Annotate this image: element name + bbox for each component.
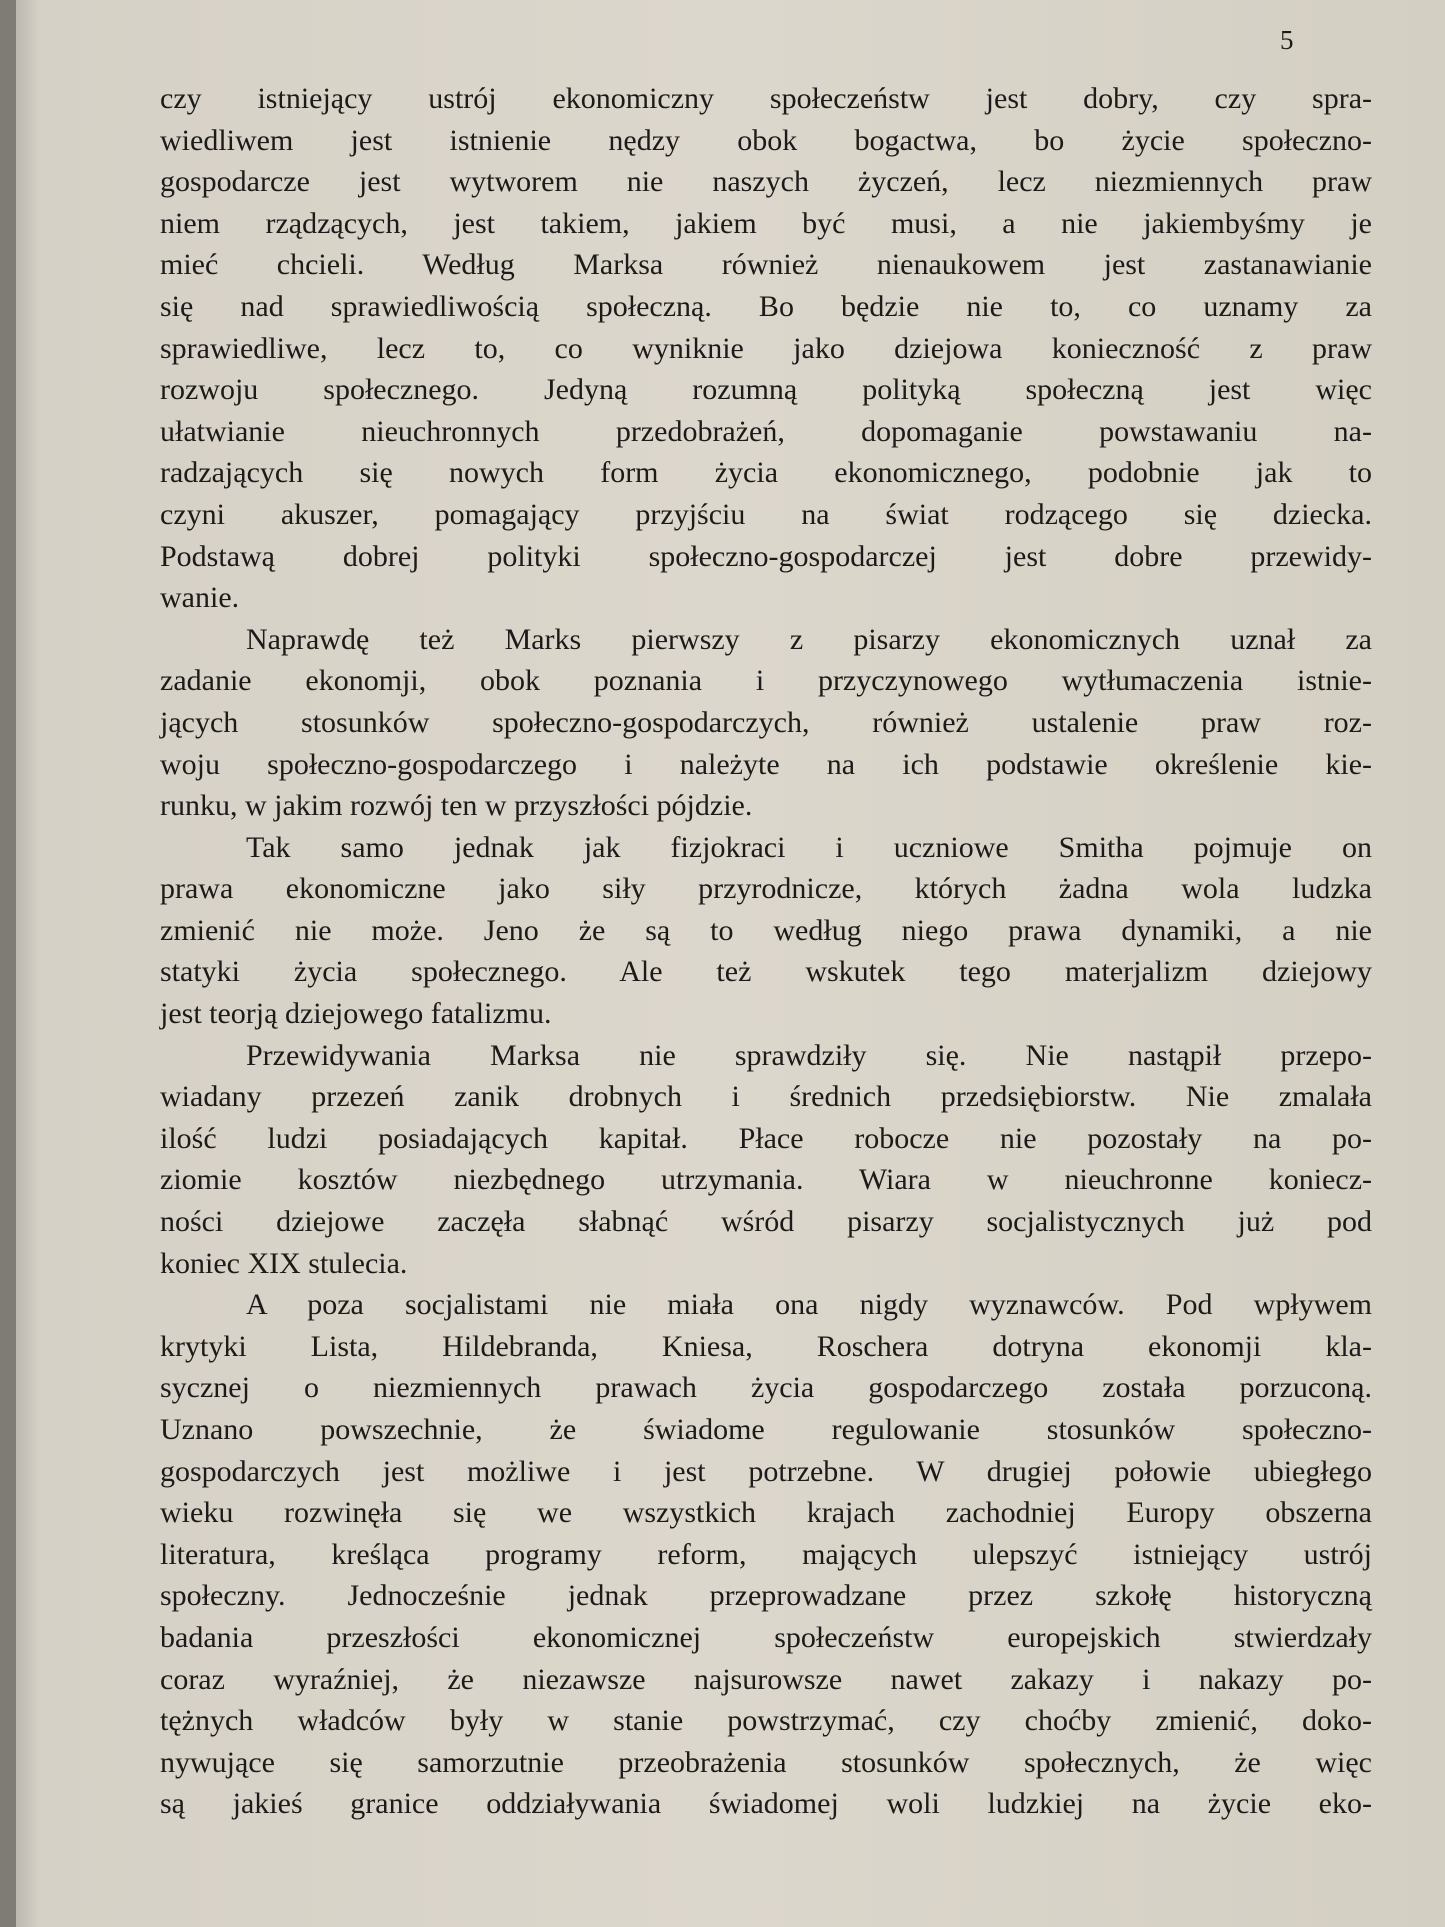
text-line: gospodarczych jest możliwe i jest potrzebne. W drugiej połowie ubiegłego <box>160 1454 1372 1488</box>
text-line: są jakieś granice oddziaływania świadomej woli ludzkiej na życie eko- <box>160 1787 1372 1821</box>
text-line: literatura, kreśląca programy reform, mających ulepszyć istniejący ustrój <box>160 1537 1372 1571</box>
paragraph <box>160 1035 1372 1285</box>
text-line: rozwoju społecznego. Jedyną rozumną polityką społeczną jest więc <box>160 373 1372 407</box>
text-line: statyki życia społecznego. Ale też wskutek tego materjalizm dziejowy <box>160 955 1372 989</box>
text-line: ułatwianie nieuchronnych przedobrażeń, dopomaganie powstawaniu na- <box>160 414 1372 448</box>
paragraph <box>160 1284 1372 1825</box>
text-line: krytyki Lista, Hildebranda, Kniesa, Roschera dotryna ekonomji kla- <box>160 1329 1372 1363</box>
page-body <box>160 78 1372 1825</box>
text-line: społeczny. Jednocześnie jednak przeprowadzane przez szkołę historyczną <box>160 1579 1372 1613</box>
text-line: nywujące się samorzutnie przeobrażenia stosunków społecznych, że więc <box>160 1745 1372 1779</box>
text-line: zmienić nie może. Jeno że są to według niego prawa dynamiki, a nie <box>160 913 1372 947</box>
text-line: Naprawdę też Marks pierwszy z pisarzy ekonomicznych uznał za <box>246 622 1372 656</box>
text-line: A poza socjalistami nie miała ona nigdy wyznawców. Pod wpływem <box>246 1288 1372 1322</box>
text-line: Uznano powszechnie, że świadome regulowanie stosunków społeczno- <box>160 1413 1372 1446</box>
text-line: wieku rozwinęła się we wszystkich krajach zachodniej Europy obszerna <box>160 1496 1372 1530</box>
page-number: 5 <box>1280 25 1294 55</box>
page-gutter-edge <box>0 0 16 1927</box>
text-line: radzających się nowych form życia ekonomicznego, podobnie jak to <box>160 456 1372 490</box>
text-line: runku, w jakim rozwój ten w przyszłości pójdzie. <box>160 789 753 823</box>
text-line: mieć chcieli. Według Marksa również nienaukowem jest zastanawianie <box>160 248 1372 282</box>
paragraph <box>160 827 1372 1035</box>
text-line: prawa ekonomiczne jako siły przyrodnicze, których żadna wola ludzka <box>160 872 1372 906</box>
text-line: Podstawą dobrej polityki społeczno-gospodarczej jest dobre przewidy- <box>160 539 1372 573</box>
text-line: się nad sprawiedliwością społeczną. Bo będzie nie to, co uznamy za <box>160 289 1372 323</box>
text-line: wiadany przezeń zanik drobnych i średnich przedsiębiorstw. Nie zmalała <box>160 1080 1372 1114</box>
text-line: ności dziejowe zaczęła słabnąć wśród pisarzy socjalistycznych już pod <box>160 1205 1372 1239</box>
text-line: niem rządzących, jest takiem, jakiem być musi, a nie jakiembyśmy je <box>160 206 1372 240</box>
text-line: jących stosunków społeczno-gospodarczych, również ustalenie praw roz- <box>160 705 1372 739</box>
text-line: czyni akuszer, pomagający przyjściu na świat rodzącego się dziecka. <box>160 497 1372 531</box>
text-line: sprawiedliwe, lecz to, co wyniknie jako dziejowa konieczność z praw <box>160 331 1372 365</box>
text-line: Przewidywania Marksa nie sprawdziły się. Nie nastąpił przepo- <box>246 1038 1372 1072</box>
text-line: zadanie ekonomji, obok poznania i przyczynowego wytłumaczenia istnie- <box>160 664 1372 698</box>
text-line: coraz wyraźniej, że niezawsze najsurowsze nawet zakazy i nakazy po- <box>160 1662 1372 1696</box>
text-line: Tak samo jednak jak fizjokraci i uczniowe Smitha pojmuje on <box>246 830 1372 864</box>
text-line: koniec XIX stulecia. <box>160 1246 408 1280</box>
paragraph <box>160 78 1372 619</box>
text-line: wiedliwem jest istnienie nędzy obok bogactwa, bo życie społeczno- <box>160 123 1372 157</box>
text-line: woju społeczno-gospodarczego i należyte na ich podstawie określenie kie- <box>160 747 1372 781</box>
text-line: wanie. <box>160 581 240 615</box>
text-line: badania przeszłości ekonomicznej społeczeństw europejskich stwierdzały <box>160 1620 1372 1654</box>
text-line: czy istniejący ustrój ekonomiczny społeczeństw jest dobry, czy spra- <box>160 82 1372 115</box>
text-line: jest teorją dziejowego fatalizmu. <box>160 997 552 1031</box>
text-line: gospodarcze jest wytworem nie naszych życzeń, lecz niezmiennych praw <box>160 165 1372 199</box>
paragraph <box>160 619 1372 827</box>
text-line: ziomie kosztów niezbędnego utrzymania. Wiara w nieuchronne koniecz- <box>160 1163 1372 1197</box>
text-line: ilość ludzi posiadających kapitał. Płace robocze nie pozostały na po- <box>160 1121 1372 1155</box>
text-line: tężnych władców były w stanie powstrzymać, czy choćby zmienić, doko- <box>160 1704 1372 1738</box>
text-line: sycznej o niezmiennych prawach życia gospodarczego została porzuconą. <box>160 1371 1372 1405</box>
